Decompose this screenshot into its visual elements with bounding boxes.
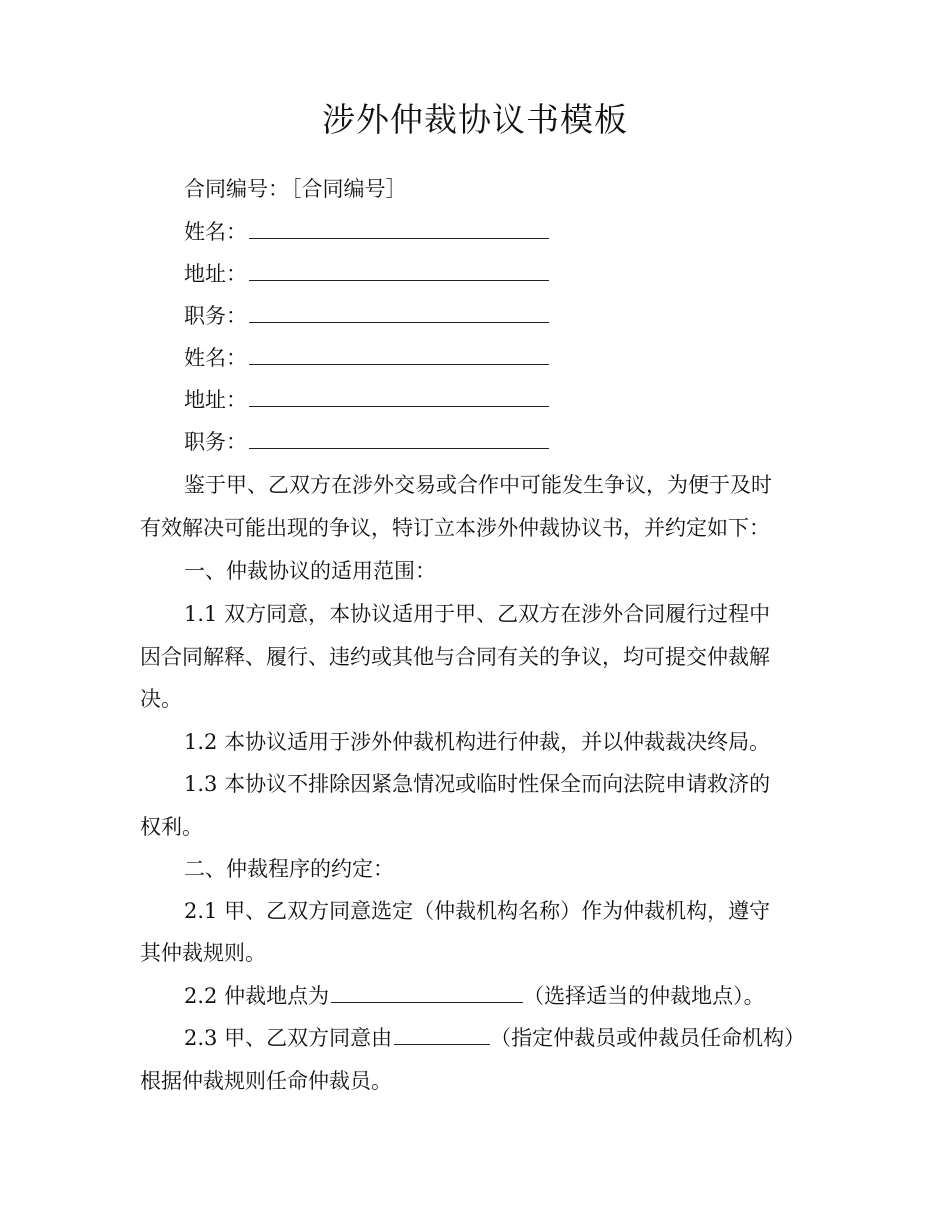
fill-in-blank[interactable] [331, 982, 523, 1003]
clause-2-3-line-1 [184, 1023, 805, 1053]
clause-1-3-line-2: 权利。 [140, 815, 203, 839]
field-label: 职务： [184, 304, 247, 328]
field-label: 姓名： [184, 346, 247, 370]
clause-2-1-line-2: 其仲裁规则。 [140, 941, 266, 965]
clause-1-1-line-2: 因合同解释、履行、违约或其他与合同有关的争议，均可提交仲裁解 [140, 645, 770, 669]
fill-in-blank[interactable] [249, 302, 549, 323]
section-2-heading: 二、仲裁程序的约定： [184, 857, 394, 881]
party-field-title-2 [184, 427, 549, 457]
fill-in-blank[interactable] [249, 386, 549, 407]
fill-in-blank[interactable] [249, 260, 549, 281]
field-label: 地址： [184, 388, 247, 412]
clause-2-3-suffix: （指定仲裁员或仲裁员任命机构） [490, 1026, 806, 1050]
clause-2-3-line-2: 根据仲裁规则任命仲裁员。 [140, 1069, 392, 1093]
field-label: 地址： [184, 262, 247, 286]
clause-2-2 [184, 981, 765, 1011]
preamble-line-2: 有效解决可能出现的争议，特订立本涉外仲裁协议书，并约定如下： [140, 516, 770, 540]
contract-number-line [184, 174, 409, 204]
clause-2-3-prefix: 2.3 甲、乙双方同意由 [184, 1026, 393, 1050]
fill-in-blank[interactable] [249, 344, 549, 365]
clause-1-1-line-3: 决。 [140, 687, 182, 711]
clause-2-1-line-1: 2.1 甲、乙双方同意选定（仲裁机构名称）作为仲裁机构，遵守 [184, 899, 771, 923]
section-1-heading: 一、仲裁协议的适用范围： [184, 559, 436, 583]
party-field-name-1 [184, 217, 549, 247]
party-field-address-2 [184, 385, 549, 415]
document-title: 涉外仲裁协议书模板 [322, 100, 628, 139]
preamble-line-1: 鉴于甲、乙双方在涉外交易或合作中可能发生争议，为便于及时 [184, 473, 772, 497]
fill-in-blank[interactable] [249, 428, 549, 449]
contract-number-label: 合同编号： [184, 177, 289, 201]
clause-1-2: 1.2 本协议适用于涉外仲裁机构进行仲裁，并以仲裁裁决终局。 [184, 730, 771, 754]
party-field-title-1 [184, 301, 549, 331]
field-label: 职务： [184, 430, 247, 454]
fill-in-blank[interactable] [249, 218, 549, 239]
clause-2-2-suffix: （选择适当的仲裁地点）。 [523, 984, 765, 1008]
clause-1-3-line-1: 1.3 本协议不排除因紧急情况或临时性保全而向法院申请救济的 [184, 772, 771, 796]
clause-2-2-prefix: 2.2 仲裁地点为 [184, 984, 330, 1008]
clause-1-1-line-1: 1.1 双方同意，本协议适用于甲、乙双方在涉外合同履行过程中 [184, 602, 771, 626]
contract-number-value: ［合同编号］ [291, 177, 407, 201]
party-field-name-2 [184, 343, 549, 373]
fill-in-blank[interactable] [394, 1024, 490, 1045]
field-label: 姓名： [184, 220, 247, 244]
party-field-address-1 [184, 259, 549, 289]
